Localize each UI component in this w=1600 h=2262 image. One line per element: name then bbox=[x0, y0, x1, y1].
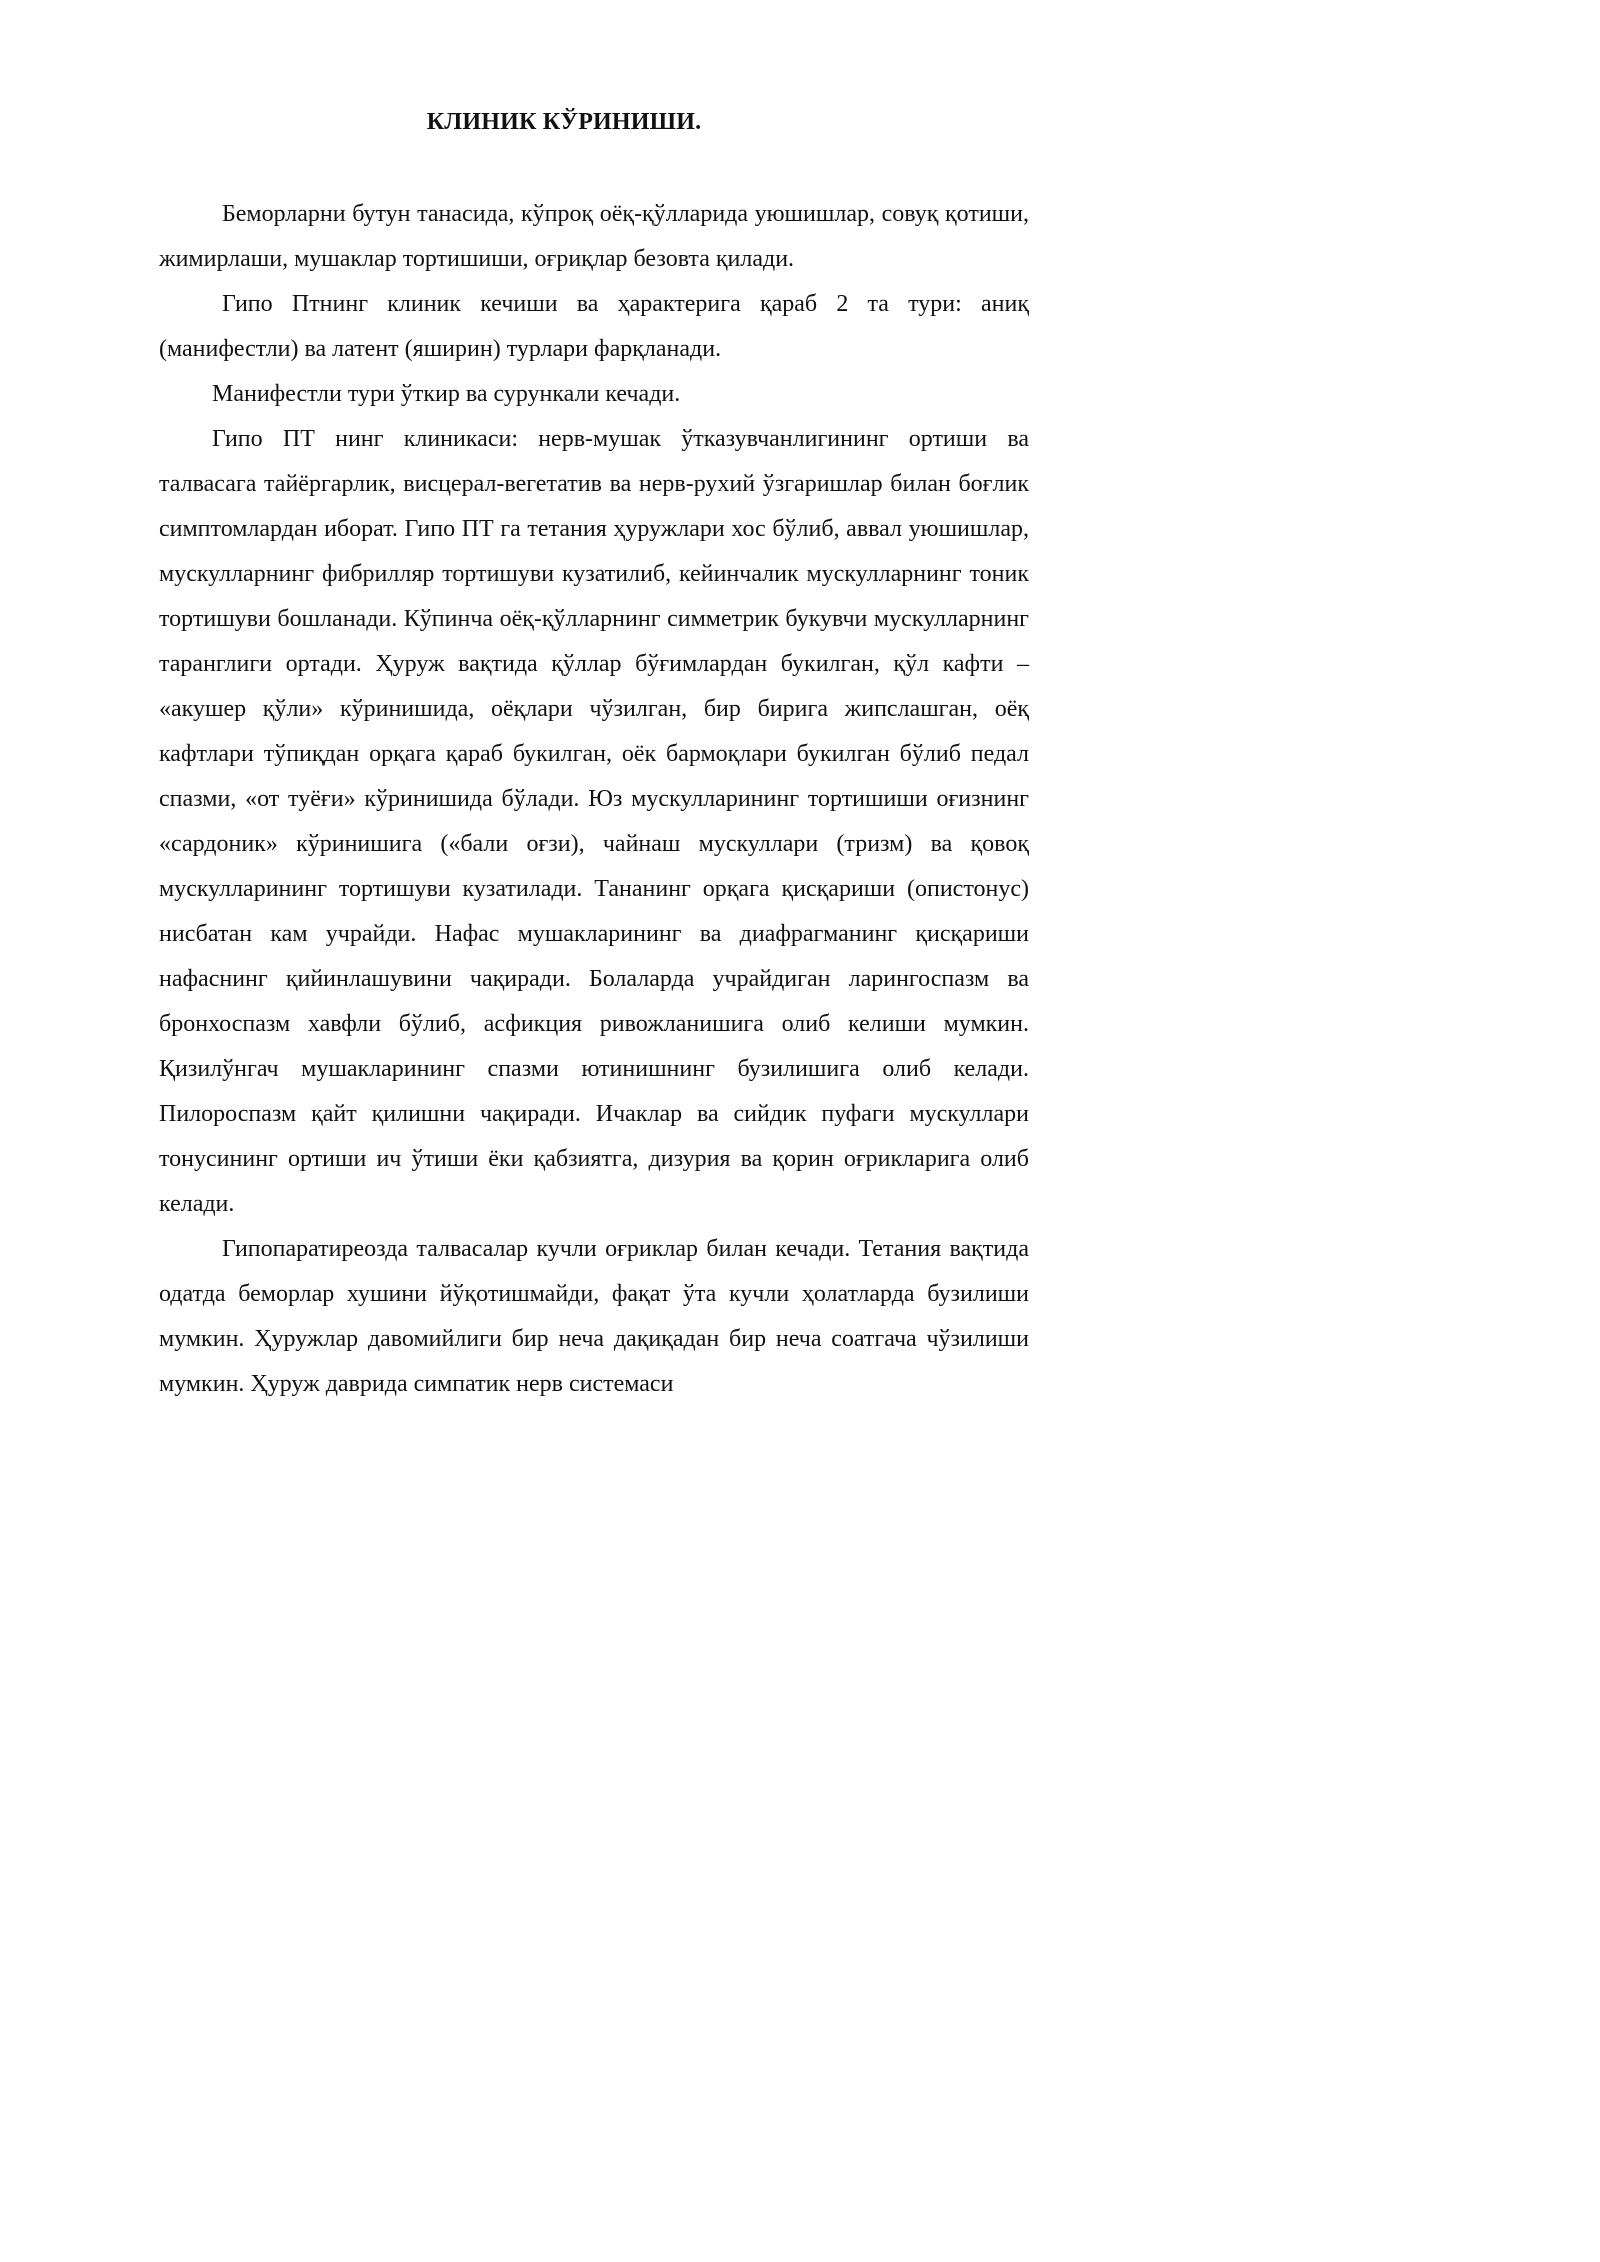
paragraph-convulsions: Гипопаратиреозда талвасалар кучли оғриклар билан кечади. Тетания вақтида одатда беморлар хушини йўқотишмайди, фақат ўта кучли ҳолатларда бузилиши мумкин. Ҳуружлар давомийлиги бир неча дақиқадан бир неча соатгача чўзилиши мумкин. Ҳуруж даврида симпатик нерв системаси bbox=[159, 1236, 1029, 1397]
paragraph-symptoms: Беморларни бутун танасида, кўпроқ оёқ-қўлларида уюшишлар, совуқ қотиши, жимирлаши, мушаклар тортишиши, оғриқлар безовта қилади. bbox=[159, 201, 1029, 272]
document-body bbox=[159, 192, 1029, 1407]
document-title: КЛИНИК КЎРИНИШИ. bbox=[426, 109, 702, 135]
document-page bbox=[0, 0, 1100, 1555]
paragraph-clinical-types: Гипо Птнинг клиник кечиши ва ҳарактерига қараб 2 та тури: аниқ (манифестли) ва латент (яширин) турлари фарқланади. bbox=[159, 291, 1029, 362]
paragraph-clinical-picture: Гипо ПТ нинг клиникаси: нерв-мушак ўтказувчанлигининг ортиши ва талвасага тайёргарлик, висцерал-вегетатив ва нерв-рухий ўзгаришлар билан боғлик симптомлардан иборат. Гипо ПТ га тетания ҳуружлари хос бўлиб, аввал уюшишлар, мускулларнинг фибрилляр тортишуви кузатилиб, кейинчалик мускулларнинг тоник тортишуви бошланади. Кўпинча оёқ-қўлларнинг симметрик букувчи мускулларнинг таранглиги ортади. Ҳуруж вақтида қўллар бўғимлардан букилган, қўл кафти – «акушер қўли» кўринишида, оёқлари чўзилган, бир бирига жипслашган, оёқ кафтлари тўпиқдан орқага қараб букилган, оёк бармоқлари букилган бўлиб педал спазми, «от туёғи» кўринишида бўлади. Юз мускулларининг тортишиши оғизнинг «сардоник» кўринишига («бали оғзи), чайнаш мускуллари (тризм) ва қовоқ мускулларининг тортишуви кузатилади. Тананинг орқага қисқариши (опистонус) нисбатан кам учрайди. Нафас мушакларининг ва диафрагманинг қисқариши нафаснинг қийинлашувини чақиради. Болаларда учрайдиган ларингоспазм ва бронхоспазм хавфли бўлиб, асфикция ривожланишига олиб келиши мумкин. Қизилўнгач мушакларининг спазми ютинишнинг бузилишига олиб келади. Пилороспазм қайт қилишни чақиради. Ичаклар ва сийдик пуфаги мускуллари тонусининг ортиши ич ўтиши ёки қабзиятга, дизурия ва қорин оғрикларига олиб келади. bbox=[159, 426, 1029, 1217]
paragraph-manifest-type: Манифестли тури ўткир ва сурункали кечади. bbox=[212, 381, 681, 407]
